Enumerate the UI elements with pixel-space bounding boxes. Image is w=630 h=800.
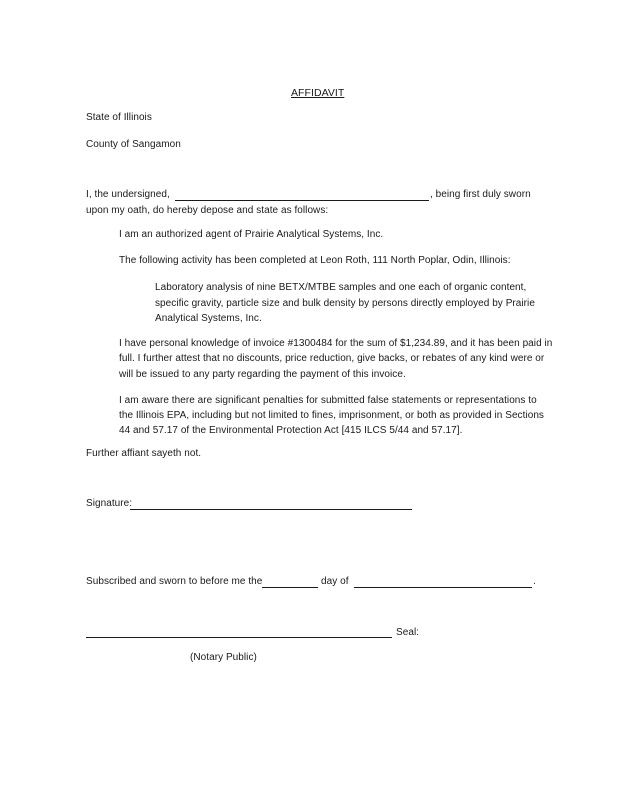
agent-statement: I am an authorized agent of Prairie Analytical Systems, Inc.: [119, 229, 384, 240]
knowledge-line-1: I have personal knowledge of invoice #1300484 for the sum of $1,234.89, and it has been paid in: [119, 338, 553, 349]
day-of-text: day of: [321, 576, 349, 587]
subscribed-text: Subscribed and sworn to before me the: [86, 576, 263, 587]
activity-statement: The following activity has been completed at Leon Roth, 111 North Poplar, Odin, Illinois:: [119, 255, 511, 266]
day-blank: [262, 587, 318, 588]
intro-text-end: , being first duly sworn: [430, 189, 531, 200]
month-year-blank: [354, 587, 532, 588]
signature-blank: [130, 509, 412, 510]
knowledge-line-2: full. I further attest that no discounts, price reduction, give backs, or rebates of any kind were or: [119, 353, 545, 364]
seal-label: Seal:: [396, 627, 420, 638]
state-line: State of Illinois: [86, 112, 152, 123]
notary-signature-blank: [86, 637, 392, 638]
intro-text-continued: upon my oath, do hereby depose and state as follows:: [86, 205, 329, 216]
intro-text-start: I, the undersigned,: [86, 189, 170, 200]
county-line: County of Sangamon: [86, 139, 181, 150]
penalty-line-1: I am aware there are significant penalties for submitted false statements or representations to: [119, 395, 537, 406]
undersigned-name-blank: [175, 200, 429, 201]
lab-analysis-line-3: Analytical Systems, Inc.: [155, 313, 262, 324]
knowledge-line-3: will be issued to any party regarding the payment of this invoice.: [119, 369, 406, 380]
lab-analysis-line-1: Laboratory analysis of nine BETX/MTBE samples and one each of organic content,: [155, 282, 527, 293]
subscribed-period: .: [533, 576, 536, 587]
lab-analysis-line-2: specific gravity, particle size and bulk density by persons directly employed by Prairie: [155, 298, 535, 309]
penalty-line-3: 44 and 57.17 of the Environmental Protection Act [415 ILCS 5/44 and 57.17].: [119, 425, 463, 436]
signature-label: Signature:: [86, 498, 133, 509]
page-title: AFFIDAVIT: [291, 87, 345, 99]
penalty-line-2: the Illinois EPA, including but not limited to fines, imprisonment, or both as provided in Sections: [119, 410, 544, 421]
notary-public-label: (Notary Public): [190, 652, 257, 663]
further-affiant: Further affiant sayeth not.: [86, 448, 202, 459]
